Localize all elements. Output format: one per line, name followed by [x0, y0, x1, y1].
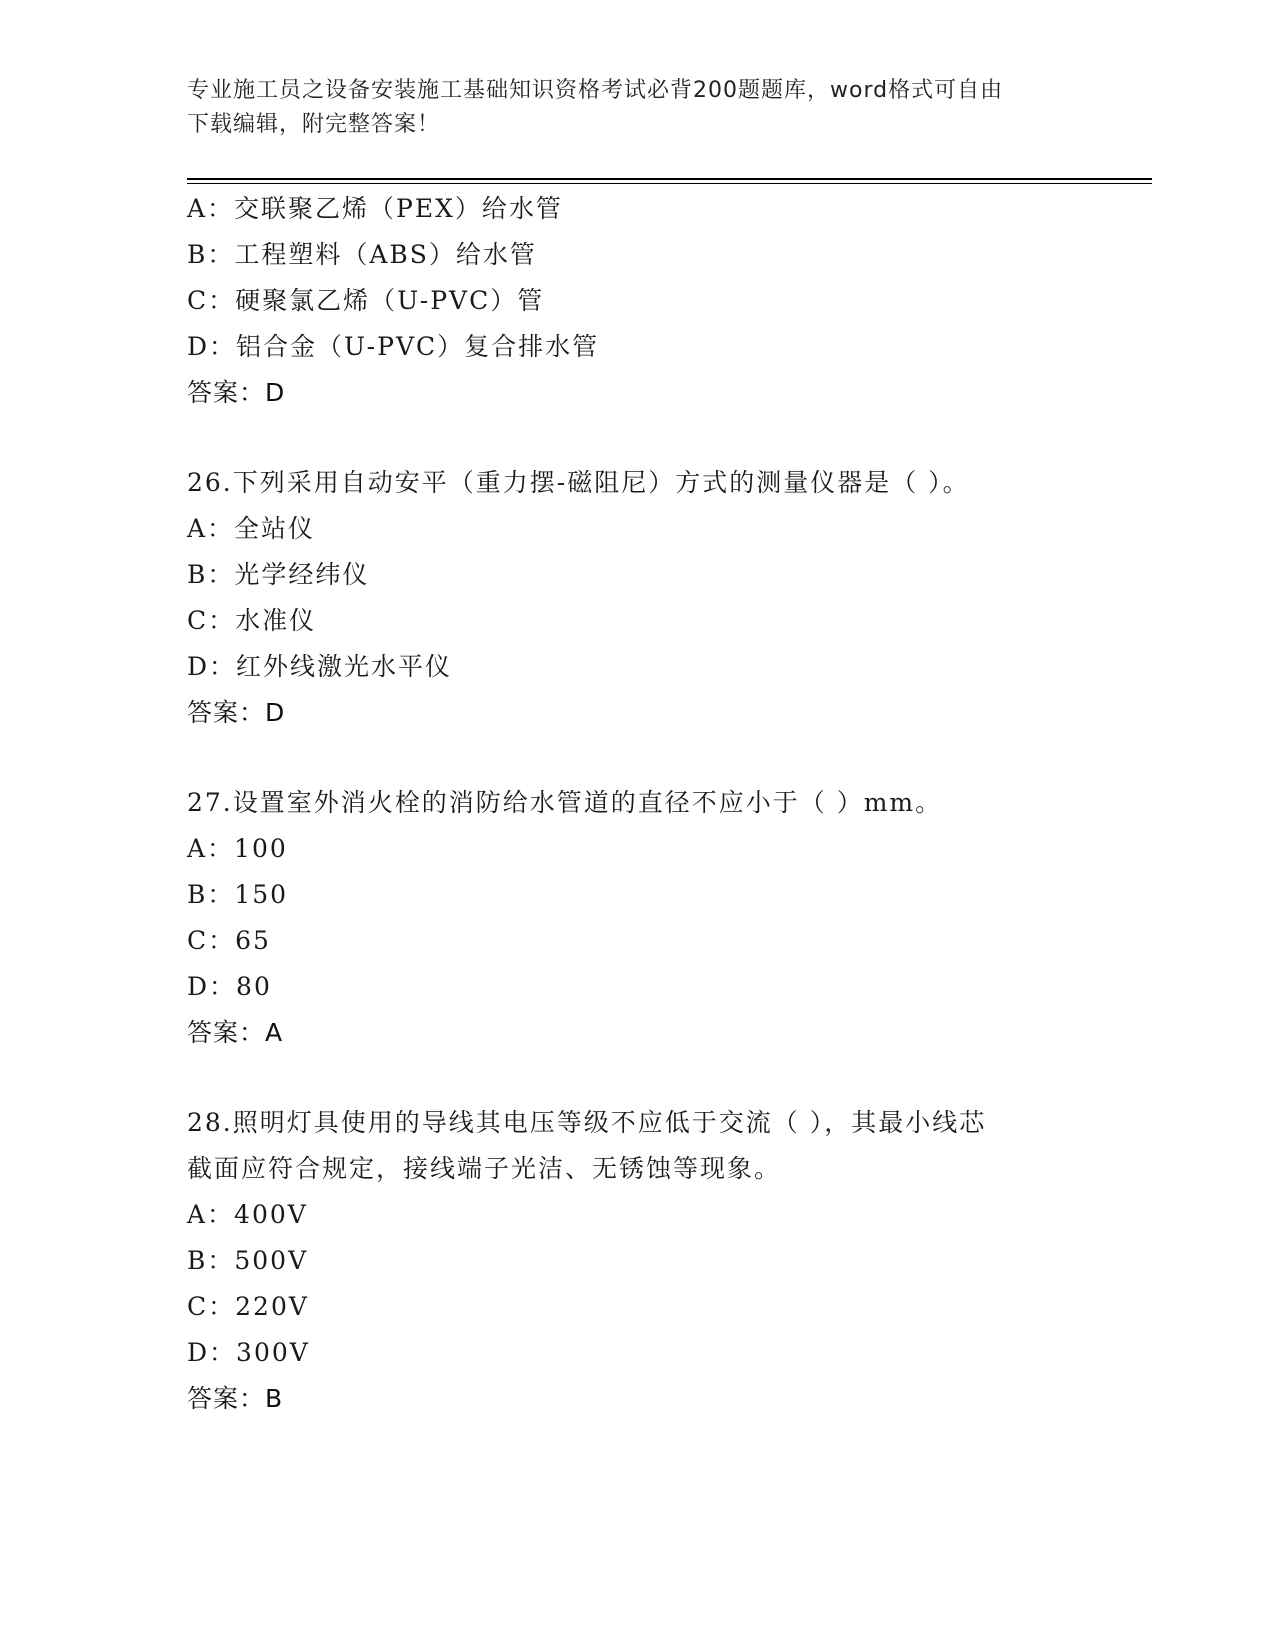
answer: 答案：D [187, 698, 286, 727]
question-stem: 27.设置室外消火栓的消防给水管道的直径不应小于（ ）mm。 [187, 788, 943, 817]
option-d: D：铝合金（U-PVC）复合排水管 [187, 332, 600, 361]
question-25 [187, 186, 1147, 416]
header-line-1: 专业施工员之设备安装施工基础知识资格考试必背200题题库，word格式可自由 [187, 78, 1004, 103]
option-b: B：光学经纬仪 [187, 560, 370, 589]
spacer [187, 736, 1147, 780]
header-line-2: 下载编辑，附完整答案！ [187, 112, 441, 137]
answer: 答案：A [187, 1018, 284, 1047]
question-26 [187, 460, 1147, 736]
document-header [187, 74, 1067, 142]
option-d: D：80 [187, 972, 272, 1001]
option-d: D：红外线激光水平仪 [187, 652, 453, 681]
question-27 [187, 780, 1147, 1056]
option-a: A：交联聚乙烯（PEX）给水管 [187, 194, 563, 223]
question-stem: 26.下列采用自动安平（重力摆-磁阻尼）方式的测量仪器是（ ）。 [187, 468, 970, 497]
option-a: A：全站仪 [187, 514, 316, 543]
spacer [187, 1056, 1147, 1100]
option-b: B：150 [187, 880, 289, 909]
header-divider-thin [187, 183, 1152, 184]
option-b: B：工程塑料（ABS）给水管 [187, 240, 537, 269]
option-b: B：500V [187, 1246, 309, 1275]
option-c: C：220V [187, 1292, 309, 1321]
spacer [187, 416, 1147, 460]
option-a: A：100 [187, 834, 288, 863]
question-28 [187, 1100, 1147, 1422]
question-stem-line-1: 28.照明灯具使用的导线其电压等级不应低于交流（ ），其最小线芯 [187, 1108, 987, 1137]
option-c: C：65 [187, 926, 271, 955]
option-c: C：硬聚氯乙烯（U-PVC）管 [187, 286, 545, 315]
option-a: A：400V [187, 1200, 308, 1229]
answer: 答案：B [187, 1384, 284, 1413]
option-c: C：水准仪 [187, 606, 317, 635]
answer: 答案：D [187, 378, 286, 407]
question-stem-line-2: 截面应符合规定，接线端子光洁、无锈蚀等现象。 [187, 1154, 782, 1183]
option-d: D：300V [187, 1338, 310, 1367]
question-list [187, 186, 1147, 1422]
header-divider-thick [187, 178, 1152, 180]
